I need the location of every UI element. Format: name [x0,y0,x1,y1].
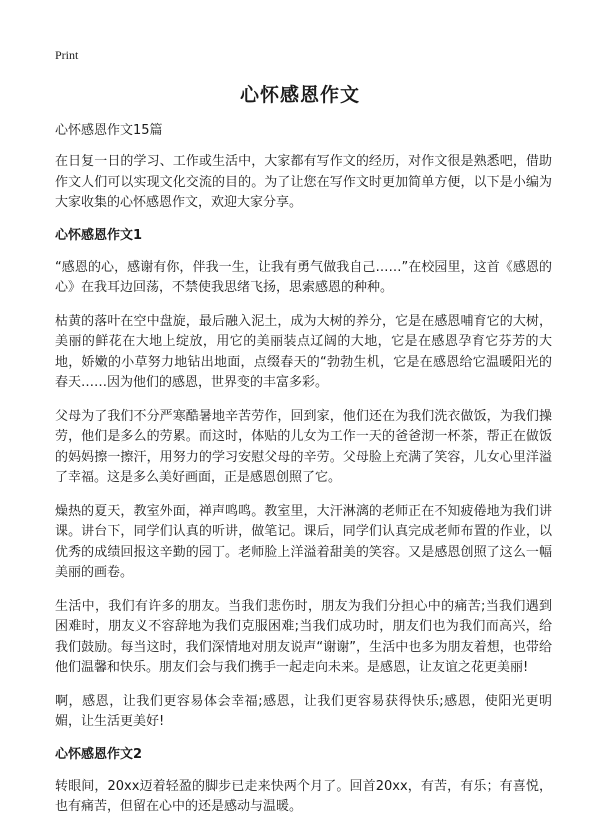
paragraph: 父母为了我们不分严寒酷暑地辛苦劳作，回到家，他们还在为我们洗衣做饭，为我们操劳，他们是多么的劳累。而这时，体贴的儿女为工作一天的爸爸沏一杯茶，帮正在做饭的妈妈擦一擦汗，用努力的学习安慰父母的辛劳。父母脸上充满了笑容，儿女心里洋溢了幸福。这是多么美好画面，正是感恩创照了它。 [55,408,552,485]
document-subtitle: 心怀感恩作文15篇 [55,123,163,138]
section-heading: 心怀感恩作文1 [55,227,143,243]
page-title: 心怀感恩作文 [239,84,360,106]
paragraph: 燥热的夏天，教室外面，禅声鸣鸣。教室里，大汗淋漓的老师正在不知疲倦地为我们讲课。讲台下，同学们认真的听讲，做笔记。课后，同学们认真完成老师布置的作业，以优秀的成绩回报这辛勤的园丁。老师脸上洋溢着甜美的笑容。又是感恩创照了这么一幅美丽的画卷。 [55,503,552,580]
paragraph: 枯黄的落叶在空中盘旋，最后融入泥土，成为大树的养分，它是在感恩哺育它的大树，美丽的鲜花在大地上绽放，用它的美丽装点辽阔的大地，它是在感恩孕育它芬芳的大地，娇嫩的小草努力地钻出地面，点缀春天的“勃勃生机，它是在感恩给它温暖阳光的春天……因为他们的感恩，世界变的丰富多彩。 [55,313,552,390]
section-heading: 心怀感恩作文2 [55,746,143,762]
document-body [55,122,552,831]
paragraph: 生活中，我们有许多的朋友。当我们悲伤时，朋友为我们分担心中的痛苦;当我们遇到困难时，朋友义不容辞地为我们克服困难;当我们成功时，朋友们也为我们而高兴，给我们鼓励。每当这时，我们深情地对朋友说声“谢谢”，生活中也多为朋友着想，也带给他们温馨和快乐。朋友们会与我们携手一起走向未来。是感恩，让友谊之花更美丽! [55,598,552,675]
intro-paragraph: 在日复一日的学习、工作或生活中，大家都有写作文的经历，对作文很是熟悉吧，借助作文人们可以实现文化交流的目的。为了让您在写作文时更加简单方便，以下是小编为大家收集的心怀感恩作文，欢迎大家分享。 [55,154,552,210]
paragraph: “感恩的心，感谢有你，伴我一生，让我有勇气做我自己……”在校园里，这首《感恩的心》在我耳边回荡，不禁使我思绪飞扬，思索感恩的种种。 [55,259,552,295]
print-link[interactable]: Print [55,48,79,62]
paragraph: 啊，感恩，让我们更容易体会幸福;感恩，让我们更容易获得快乐;感恩，使阳光更明媚，让生活更美好! [55,693,552,729]
paragraph: 转眼间，20xx迈着轻盈的脚步已走来快两个月了。回首20xx，有苦，有乐；有喜悦，也有痛苦，但留在心中的还是感动与温暖。 [55,778,552,814]
